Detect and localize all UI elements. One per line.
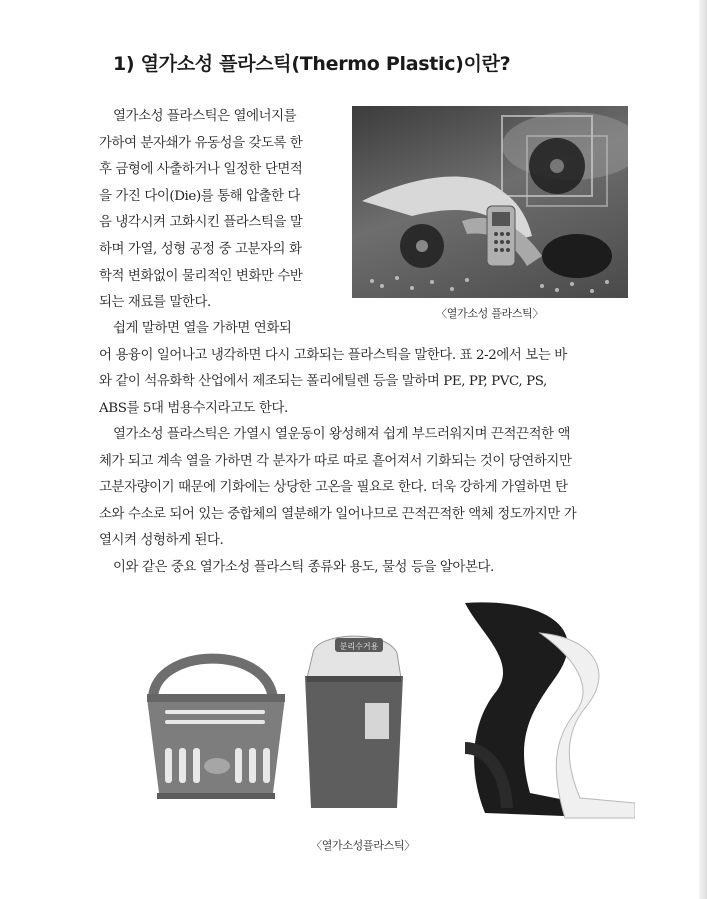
paragraph-3-line: 체가 되고 계속 열을 가하면 각 분자가 따로 따로 흩어져서 기화되는 것이 당연하지만 xyxy=(99,453,572,469)
trash-bin-image xyxy=(305,636,403,808)
paragraph-2-line: 쉽게 말하면 열을 가하면 연화되 xyxy=(113,321,292,336)
paragraph-1-line: 학적 변화없이 물리적인 변화만 수반 xyxy=(99,268,303,284)
bin-label: 분리수거용 xyxy=(339,642,379,651)
photo-caption-top: 〈열가소성 플라스틱〉 xyxy=(436,307,544,320)
paragraph-3 xyxy=(99,422,576,582)
bottom-product-images xyxy=(135,598,635,828)
paragraph-3-line: 열시켜 성형하게 된다. xyxy=(99,533,224,549)
paragraph-1-line: 가하여 분자쇄가 유동성을 갖도록 한 xyxy=(99,135,303,151)
paragraph-2-line: ABS를 5대 범용수지라고도 한다. xyxy=(99,400,288,416)
thermoplastic-products-photo xyxy=(352,106,628,298)
paragraph-3-line: 열가소성 플라스틱은 가열시 열운동이 왕성해져 쉽게 부드러워지며 끈적끈적한 액 xyxy=(113,427,571,442)
paragraph-1-line: 열가소성 플라스틱은 열에너지를 xyxy=(113,109,297,124)
paragraph-2-line: 어 용융이 일어나고 냉각하면 다시 고화되는 플라스틱을 말한다. 표 2-2에서 보는 바 xyxy=(99,347,567,363)
chairs-image xyxy=(465,602,635,818)
paragraph-2 xyxy=(99,316,567,422)
paragraph-1-line: 음 냉각시켜 고화시킨 플라스틱을 말 xyxy=(99,215,303,231)
paragraph-3-line: 고분자량이기 때문에 기화에는 상당한 고온을 필요로 한다. 더욱 강하게 가열하면 탄 xyxy=(99,480,568,496)
paragraph-1-line: 하며 가열, 성형 공정 중 고분자의 화 xyxy=(99,241,302,257)
photo-caption-bottom: 〈열가소성플라스틱〉 xyxy=(311,839,416,852)
paragraph-1 xyxy=(99,104,302,317)
paragraph-3-line: 소와 수소로 되어 있는 중합체의 열분해가 일어나므로 끈적끈적한 액체 정도까지만 가 xyxy=(99,506,577,522)
page-edge-shadow xyxy=(699,0,707,899)
paragraph-2-line: 와 같이 석유화학 산업에서 제조되는 폴리에틸렌 등을 말하며 PE, PP, PVC, PS, xyxy=(99,374,547,390)
paragraph-1-line: 을 가진 다이(Die)를 통해 압출한 다 xyxy=(99,188,301,204)
basket-image xyxy=(147,659,285,799)
paragraph-3-line: 이와 같은 중요 열가소성 플라스틱 종류와 용도, 물성 등을 알아본다. xyxy=(113,559,494,575)
paragraph-1-line: 되는 재료를 말한다. xyxy=(99,295,211,311)
section-heading: 1) 열가소성 플라스틱(Thermo Plastic)이란? xyxy=(113,53,511,75)
paragraph-1-line: 후 금형에 사출하거나 일정한 단면적 xyxy=(99,162,303,178)
